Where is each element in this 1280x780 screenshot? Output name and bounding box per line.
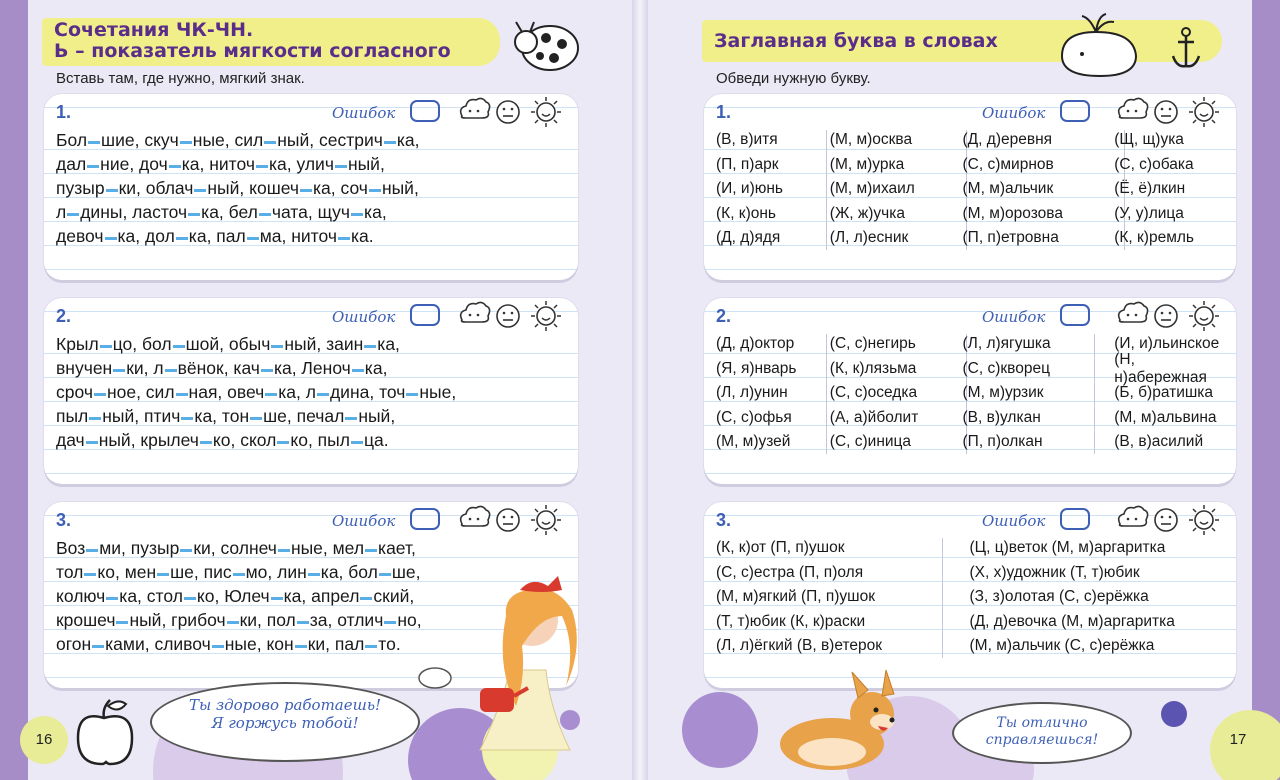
letter-choice-item[interactable]: (М, м)урзик (962, 384, 1044, 402)
word-fragment: за, отлич (309, 610, 384, 630)
letter-choice-item[interactable]: (М, м)альвина (1114, 408, 1217, 426)
word-fragment: ные, кон (224, 634, 294, 654)
choice-row (716, 585, 1228, 610)
sun-face-icon (531, 97, 561, 127)
word-fragment: ный, (347, 154, 385, 174)
word-fragment: ше, печал (263, 406, 345, 426)
exercise-number: 1. (716, 102, 732, 122)
word-fragment: огон (56, 634, 92, 654)
letter-blank[interactable] (88, 141, 100, 144)
word-fragment: ко, Юлеч (196, 586, 270, 606)
mood-faces (1114, 504, 1224, 536)
letter-blank[interactable] (406, 393, 418, 396)
exercise-line (56, 200, 566, 224)
word-fragment: ка, л (278, 382, 316, 402)
letter-choice-item[interactable]: (С, с)иница (829, 433, 912, 451)
letter-choice-item[interactable]: (С, с)мирнов (962, 155, 1054, 173)
letter-choice-item[interactable]: (З, з)олотая (С, с)ерёжка (969, 588, 1149, 606)
letter-blank[interactable] (106, 189, 118, 192)
letter-blank[interactable] (256, 165, 268, 168)
word-fragment: ка, бол (320, 562, 378, 582)
choice-row (716, 610, 1228, 635)
word-fragment: ца. (363, 430, 389, 450)
word-fragment: ный, птич (102, 406, 181, 426)
errors-count-box[interactable] (1060, 508, 1090, 530)
letter-choice-item[interactable]: (С, с)обака (1114, 155, 1194, 173)
letter-choice-item[interactable]: (М, м)урка (829, 155, 905, 173)
letter-choice-item[interactable]: (М, м)узей (716, 433, 791, 451)
word-fragment: крошеч (56, 610, 116, 630)
word-fragment: ка, улич (268, 154, 334, 174)
letter-choice-item[interactable]: (Ц, ц)веток (М, м)аргаритка (969, 539, 1166, 557)
sun-face-icon (1189, 97, 1219, 127)
word-fragment: ка, бел (201, 202, 258, 222)
exercise-card-4 (704, 94, 1236, 280)
word-fragment: чата, щуч (271, 202, 351, 222)
letter-choice-item[interactable]: (К, к)онь (716, 204, 777, 222)
thought-cloud (415, 664, 455, 694)
letter-choice-item[interactable]: (К, к)от (П, п)ушок (716, 539, 845, 557)
letter-blank[interactable] (67, 213, 79, 216)
word-fragment: дач (56, 430, 85, 450)
exercise-line (56, 428, 566, 452)
word-fragment: ше, пис (170, 562, 232, 582)
errors-count-box[interactable] (1060, 304, 1090, 326)
letter-blank[interactable] (250, 417, 262, 420)
exercise-line (56, 152, 566, 176)
letter-blank[interactable] (259, 213, 271, 216)
letter-blank[interactable] (180, 549, 192, 552)
mood-faces (456, 300, 566, 332)
exercise-number: 1. (56, 102, 72, 122)
letter-choice-item[interactable]: (Л, л)унин (716, 384, 788, 402)
letter-blank[interactable] (176, 237, 188, 240)
letter-choice-item[interactable]: (Л, л)ягушка (962, 335, 1051, 353)
letter-blank[interactable] (194, 189, 206, 192)
exercise-card-2 (44, 298, 578, 484)
left-page-title (42, 18, 500, 66)
letter-blank[interactable] (300, 189, 312, 192)
mood-faces (1114, 300, 1224, 332)
word-fragment: ные, мел (290, 538, 365, 558)
neutral-face-icon (497, 101, 519, 123)
choice-row (716, 202, 1228, 227)
letter-choice-grid (716, 536, 1228, 659)
letter-blank[interactable] (92, 645, 104, 648)
neutral-face-icon (1155, 305, 1177, 327)
word-fragment: ка, ниточ (181, 154, 255, 174)
neutral-face-icon (1155, 101, 1177, 123)
letter-blank[interactable] (86, 441, 98, 444)
letter-blank[interactable] (265, 393, 277, 396)
letter-blank[interactable] (113, 369, 125, 372)
neutral-face-icon (497, 509, 519, 531)
letter-choice-item[interactable]: (Я, я)нварь (716, 359, 797, 377)
letter-choice-item[interactable]: (М, м)ягкий (П, п)ушок (716, 588, 876, 606)
sun-face-icon (1189, 505, 1219, 535)
letter-choice-item[interactable]: (И, и)юнь (716, 180, 783, 198)
letter-choice-item[interactable]: (Щ, щ)ука (1114, 131, 1184, 149)
letter-blank[interactable] (116, 621, 128, 624)
word-fragment: ше, (391, 562, 421, 582)
word-fragment: ка, (364, 202, 387, 222)
word-fragment: вёнок, кач (177, 358, 260, 378)
ladybug-icon (510, 16, 582, 76)
letter-blank[interactable] (105, 237, 117, 240)
letter-blank[interactable] (87, 165, 99, 168)
praise-bubble: Ты отлично справляешься! (952, 702, 1132, 764)
sun-face-icon (531, 505, 561, 535)
letter-choice-item[interactable]: (В, в)итя (716, 131, 778, 149)
exercise-number: 3. (716, 510, 732, 530)
letter-choice-grid (716, 332, 1228, 455)
word-fragment: ки, солнеч (193, 538, 277, 558)
word-fragment: дал (56, 154, 87, 174)
neutral-face-icon (1155, 509, 1177, 531)
letter-blank[interactable] (360, 597, 372, 600)
word-fragment: ные, сил (192, 130, 264, 150)
sun-face-icon (531, 301, 561, 331)
letter-choice-item[interactable]: (М, м)орозова (962, 204, 1063, 222)
right-instruction: Обведи нужную букву. (716, 70, 871, 87)
mood-faces (456, 96, 566, 128)
word-fragment: ка, тон (194, 406, 250, 426)
whale-icon (1056, 10, 1142, 82)
cloud-face-icon (1119, 302, 1148, 322)
choice-row (716, 350, 1228, 386)
word-fragment: ная, овеч (188, 382, 265, 402)
word-fragment: ки, пол (239, 610, 296, 630)
word-fragment: ка, стол (119, 586, 183, 606)
letter-blank[interactable] (271, 345, 283, 348)
letter-blank[interactable] (351, 441, 363, 444)
word-fragment: шие, скуч (101, 130, 179, 150)
word-fragment: Воз (56, 538, 86, 558)
letter-blank[interactable] (379, 573, 391, 576)
word-fragment: шой, обыч (185, 334, 271, 354)
letter-blank[interactable] (184, 597, 196, 600)
letter-blank[interactable] (106, 597, 118, 600)
word-fragment: Бол (56, 130, 88, 150)
letter-blank[interactable] (352, 369, 364, 372)
word-fragment: но, (397, 610, 422, 630)
exercise-line (56, 128, 566, 152)
letter-blank[interactable] (365, 549, 377, 552)
word-fragment: кает, (378, 538, 416, 558)
mood-faces (1114, 96, 1224, 128)
letter-choice-grid (716, 128, 1228, 251)
choice-row (716, 561, 1228, 586)
word-fragment: ный, грибоч (129, 610, 226, 630)
word-fragment: ка, Леноч (273, 358, 351, 378)
letter-choice-item[interactable]: (Д, д)евочка (М, м)аргаритка (969, 612, 1175, 630)
errors-label: Ошибок (332, 104, 396, 122)
corgi-illustration (770, 668, 910, 778)
word-fragment: колюч (56, 586, 106, 606)
right-page-title: Заглавная буква в словах (702, 20, 1222, 62)
letter-choice-item[interactable]: (Х, х)удожник (Т, т)юбик (969, 563, 1140, 581)
letter-choice-item[interactable]: (Ж, ж)учка (829, 204, 905, 222)
exercise-card-1 (44, 94, 578, 280)
word-fragment: ный, крылеч (98, 430, 199, 450)
letter-blank[interactable] (227, 621, 239, 624)
letter-blank[interactable] (365, 645, 377, 648)
letter-blank[interactable] (335, 165, 347, 168)
letter-blank[interactable] (277, 441, 289, 444)
letter-blank[interactable] (295, 645, 307, 648)
exercise-line (56, 404, 566, 428)
exercise-line (56, 176, 566, 200)
word-fragment: ный, (358, 406, 396, 426)
page-number: 17 (1214, 716, 1262, 764)
word-fragment: ка, дол (117, 226, 175, 246)
anchor-icon (1170, 26, 1202, 72)
choice-row (716, 381, 1228, 406)
word-fragment: пузыр (56, 178, 105, 198)
errors-label: Ошибок (332, 512, 396, 530)
letter-choice-item[interactable]: (П, п)етровна (962, 229, 1059, 247)
letter-choice-item[interactable]: (Ё, ё)лкин (1114, 180, 1186, 198)
word-fragment: ми, пузыр (99, 538, 180, 558)
letter-blank[interactable] (84, 573, 96, 576)
word-fragment: ко, скол (212, 430, 277, 450)
letter-choice-item[interactable]: (М, м)альчик (962, 180, 1054, 198)
exercise-line (56, 356, 566, 380)
word-fragment: ные, (419, 382, 457, 402)
letter-blank[interactable] (384, 141, 396, 144)
letter-blank[interactable] (100, 345, 112, 348)
praise-bubble: Ты здорово работаешь! Я горжусь тобой! (150, 682, 420, 762)
choice-row (716, 177, 1228, 202)
errors-count-box[interactable] (410, 100, 440, 122)
letter-choice-item[interactable]: (М, м)ихаил (829, 180, 915, 198)
letter-blank[interactable] (157, 573, 169, 576)
word-fragment: цо, бол (112, 334, 172, 354)
letter-choice-item[interactable]: (С, с)офья (716, 408, 792, 426)
letter-blank[interactable] (89, 417, 101, 420)
letter-blank[interactable] (364, 345, 376, 348)
word-fragment: ка, (377, 334, 400, 354)
choice-row (716, 226, 1228, 251)
letter-blank[interactable] (351, 213, 363, 216)
letter-blank[interactable] (94, 393, 106, 396)
letter-choice-item[interactable]: (В, в)асилий (1114, 433, 1204, 451)
letter-blank[interactable] (261, 369, 273, 372)
exercise-line (56, 380, 566, 404)
letter-choice-item[interactable]: (М, м)альчик (С, с)ерёжка (969, 637, 1155, 655)
exercise-line (56, 224, 566, 248)
left-title-line2: Ь – показатель мягкости согласного (54, 40, 451, 62)
word-fragment: ный, сестрич (277, 130, 383, 150)
exercise-line (56, 536, 566, 560)
exercise-number: 2. (716, 306, 732, 326)
word-fragment: ко, мен (97, 562, 157, 582)
letter-blank[interactable] (212, 645, 224, 648)
errors-label: Ошибок (982, 308, 1046, 326)
girl-illustration (470, 560, 590, 775)
letter-blank[interactable] (188, 213, 200, 216)
apple-icon (74, 696, 134, 766)
word-fragment: Крыл (56, 334, 99, 354)
cloud-face-icon (461, 506, 490, 526)
letter-blank[interactable] (176, 393, 188, 396)
letter-blank[interactable] (384, 621, 396, 624)
word-lines (56, 128, 566, 248)
errors-count-box[interactable] (410, 508, 440, 530)
page-number: 16 (20, 716, 68, 764)
word-fragment: ки, л (126, 358, 164, 378)
word-fragment: ки, пал (307, 634, 365, 654)
letter-choice-item[interactable]: (П, п)олкан (962, 433, 1043, 451)
letter-choice-item[interactable]: (И, и)льинское (1114, 335, 1220, 353)
letter-blank[interactable] (369, 189, 381, 192)
letter-blank[interactable] (264, 141, 276, 144)
choice-row (716, 430, 1228, 455)
word-fragment: ский, (373, 586, 415, 606)
letter-blank[interactable] (169, 165, 181, 168)
letter-blank[interactable] (278, 549, 290, 552)
cloud-face-icon (1119, 98, 1148, 118)
word-fragment: тол (56, 562, 84, 582)
letter-blank[interactable] (247, 237, 259, 240)
letter-blank[interactable] (180, 141, 192, 144)
exercise-card-5 (704, 298, 1236, 484)
exercise-number: 2. (56, 306, 72, 326)
letter-choice-item[interactable]: (Д, д)октор (716, 335, 795, 353)
letter-blank[interactable] (345, 417, 357, 420)
letter-choice-item[interactable]: (Л, л)есник (829, 229, 909, 247)
errors-count-box[interactable] (410, 304, 440, 326)
letter-choice-item[interactable]: (Н, н)абережная (1114, 350, 1207, 386)
letter-blank[interactable] (338, 237, 350, 240)
letter-blank[interactable] (233, 573, 245, 576)
errors-label: Ошибок (982, 512, 1046, 530)
letter-choice-item[interactable]: (С, с)негирь (829, 335, 916, 353)
choice-row (716, 634, 1228, 659)
word-fragment: ма, ниточ (259, 226, 337, 246)
word-fragment: ный, кошеч (207, 178, 300, 198)
errors-count-box[interactable] (1060, 100, 1090, 122)
sun-face-icon (1189, 301, 1219, 331)
letter-choice-item[interactable]: (Л, л)ёгкий (В, в)етерок (716, 637, 883, 655)
word-fragment: дина, точ (329, 382, 406, 402)
word-fragment: ный, заин (284, 334, 364, 354)
choice-row (716, 153, 1228, 178)
letter-blank[interactable] (271, 597, 283, 600)
word-fragment: мо, лин (245, 562, 307, 582)
choice-row (716, 406, 1228, 431)
letter-blank[interactable] (200, 441, 212, 444)
letter-choice-item[interactable]: (Д, д)ядя (716, 229, 781, 247)
left-title-line1: Сочетания ЧК-ЧН. (54, 19, 254, 41)
letter-choice-item[interactable]: (В, в)улкан (962, 408, 1041, 426)
left-instruction: Вставь там, где нужно, мягкий знак. (56, 70, 305, 87)
word-fragment: л (56, 202, 67, 222)
errors-label: Ошибок (332, 308, 396, 326)
mood-faces (456, 504, 566, 536)
neutral-face-icon (497, 305, 519, 327)
letter-blank[interactable] (173, 345, 185, 348)
letter-choice-item[interactable]: (М, м)осква (829, 131, 913, 149)
word-fragment: ка, (364, 358, 388, 378)
word-fragment: сроч (56, 382, 93, 402)
cloud-face-icon (461, 98, 490, 118)
letter-blank[interactable] (317, 393, 329, 396)
exercise-card-6 (704, 502, 1236, 688)
letter-blank[interactable] (308, 573, 320, 576)
word-fragment: пыл (56, 406, 89, 426)
letter-choice-item[interactable]: (Т, т)юбик (К, к)раски (716, 612, 866, 630)
cloud-face-icon (461, 302, 490, 322)
letter-choice-item[interactable]: (П, п)арк (716, 155, 779, 173)
letter-blank[interactable] (86, 549, 98, 552)
word-fragment: ка, пал (188, 226, 246, 246)
word-fragment: ный, (381, 178, 419, 198)
letter-choice-item[interactable]: (С, с)естра (П, п)оля (716, 563, 864, 581)
letter-blank[interactable] (165, 369, 177, 372)
word-fragment: ка, (396, 130, 420, 150)
letter-choice-item[interactable]: (У, у)лица (1114, 204, 1184, 222)
letter-choice-item[interactable]: (С, с)кворец (962, 359, 1050, 377)
exercise-line (56, 332, 566, 356)
letter-choice-item[interactable]: (А, а)йболит (829, 408, 919, 426)
letter-blank[interactable] (297, 621, 309, 624)
word-fragment: ние, доч (100, 154, 168, 174)
choice-row (716, 128, 1228, 153)
word-fragment: ка, соч (313, 178, 368, 198)
cloud-face-icon (1119, 506, 1148, 526)
word-lines (56, 332, 566, 452)
word-fragment: дины, ласточ (80, 202, 188, 222)
word-fragment: внучен (56, 358, 113, 378)
letter-blank[interactable] (181, 417, 193, 420)
choice-row (716, 536, 1228, 561)
word-fragment: ко, пыл (290, 430, 350, 450)
errors-label: Ошибок (982, 104, 1046, 122)
word-fragment: то. (378, 634, 401, 654)
word-fragment: ное, сил (106, 382, 175, 402)
word-fragment: ка. (350, 226, 374, 246)
letter-choice-item[interactable]: (Д, д)еревня (962, 131, 1053, 149)
letter-choice-item[interactable]: (К, к)ремль (1114, 229, 1194, 247)
letter-choice-item[interactable]: (С, с)оседка (829, 384, 918, 402)
exercise-number: 3. (56, 510, 72, 530)
word-fragment: девоч (56, 226, 104, 246)
letter-choice-item[interactable]: (К, к)лязьма (829, 359, 917, 377)
word-fragment: ками, сливоч (105, 634, 211, 654)
word-fragment: ка, апрел (283, 586, 360, 606)
word-fragment: ки, облач (118, 178, 194, 198)
letter-choice-item[interactable]: (Б, б)ратишка (1114, 384, 1214, 402)
